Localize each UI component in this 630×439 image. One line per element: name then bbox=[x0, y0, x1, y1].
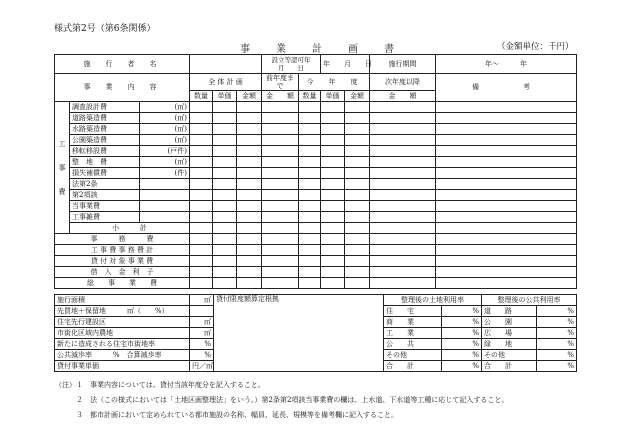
pct-unit: % bbox=[442, 328, 482, 339]
works-row-unit: (件) bbox=[140, 168, 190, 179]
notes bbox=[55, 378, 508, 423]
public-use-item: 緑 地 bbox=[482, 339, 537, 350]
reduction-rate-unit: % bbox=[190, 350, 214, 361]
overall-price-header: 単価 bbox=[213, 91, 237, 102]
pct-unit: % bbox=[442, 361, 482, 372]
remarks-header: 備 考 bbox=[436, 74, 577, 102]
land-use-total: 合 計 bbox=[384, 361, 442, 372]
public-use-item: 公 園 bbox=[482, 317, 537, 328]
approval-date-field[interactable]: 年 月 日 bbox=[321, 55, 370, 74]
next-years-header: 次年度以降 bbox=[370, 74, 436, 91]
executor-name-field[interactable] bbox=[190, 55, 262, 74]
reduction-rate-label: 公共減歩率 % 合算減歩率 bbox=[55, 350, 190, 361]
area-label: 施行面積 bbox=[55, 295, 190, 306]
works-row-unit bbox=[140, 179, 190, 190]
land-use-header: 整理後の土地利用率 bbox=[384, 295, 482, 306]
approval-date-label: 設立等認可年 月 日 bbox=[262, 55, 321, 74]
works-row-label: 水路築造費 bbox=[70, 124, 140, 135]
area-unit: ㎡ bbox=[190, 295, 214, 306]
loan-interest-label: 借 入 金 利 子 bbox=[55, 267, 190, 278]
current-qty-header: 数量 bbox=[299, 91, 321, 102]
works-row-unit: (㎡) bbox=[140, 124, 190, 135]
area-summary-table bbox=[54, 294, 577, 372]
works-row-unit bbox=[140, 190, 190, 201]
works-row-unit bbox=[140, 212, 190, 223]
page-title: 事 業 計 画 書 bbox=[240, 44, 396, 55]
works-row-label: 公園築造費 bbox=[70, 135, 140, 146]
form-number: 様式第2号（第6条関係） bbox=[54, 24, 156, 34]
works-row-unit: (㎡) bbox=[140, 113, 190, 124]
works-row-unit: (㎡) bbox=[140, 157, 190, 168]
works-row-label: 移転移設費 bbox=[70, 146, 140, 157]
works-row-unit: (戸件) bbox=[140, 146, 190, 157]
land-use-item: 工 業 bbox=[384, 328, 442, 339]
current-year-header: 今 年 度 bbox=[299, 74, 370, 91]
works-row-unit: (㎡) bbox=[140, 135, 190, 146]
works-group-label: 工事費 bbox=[55, 102, 70, 234]
works-row-unit: (㎡) bbox=[140, 102, 190, 113]
works-row-label: 調査設計費 bbox=[70, 102, 140, 113]
period-field[interactable]: 年～ 年 bbox=[436, 55, 577, 74]
new-residential-rate-unit: % bbox=[190, 339, 214, 350]
works-row-label: 損失補償費 bbox=[70, 168, 140, 179]
public-use-item: その他 bbox=[482, 350, 537, 361]
next-amount-header: 金 額 bbox=[370, 91, 436, 102]
note-3: ３ 都市計画において定められている都市施設の名称、幅員、延長、規模等を備考欄に記入すること。 bbox=[55, 411, 398, 419]
public-use-item: 道 路 bbox=[482, 306, 537, 317]
farmland-label: 市街化区域内農地 bbox=[55, 328, 190, 339]
pct-unit: % bbox=[442, 317, 482, 328]
executor-label: 施 行 者 名 bbox=[55, 55, 190, 74]
new-residential-rate-label: 新たに造成される住宅市街地率 bbox=[55, 339, 190, 350]
reserve-land-unit bbox=[190, 306, 214, 317]
land-use-item: 住 宅 bbox=[384, 306, 442, 317]
pct-unit: % bbox=[442, 306, 482, 317]
overall-amount-header: 金額 bbox=[237, 91, 262, 102]
pct-unit: % bbox=[537, 306, 577, 317]
works-row-label: 第2項該 bbox=[70, 190, 140, 201]
pct-unit: % bbox=[442, 350, 482, 361]
works-row-label: 法第2条 bbox=[70, 179, 140, 190]
loan-basis-label: 貸付限度額算定根拠 bbox=[214, 295, 384, 372]
prior-amount-header: 金 額 bbox=[262, 91, 299, 102]
business-plan-table bbox=[54, 54, 577, 289]
current-amount-header: 金額 bbox=[345, 91, 370, 102]
housing-zone-label: 住宅先行建設区 bbox=[55, 317, 190, 328]
land-use-item: 商 業 bbox=[384, 317, 442, 328]
land-use-item: その他 bbox=[384, 350, 442, 361]
note-2: ２ 法（この様式においては「土地区画整理法」をいう。）第2条第2項該当事業費の欄は、上水道、下水道等工種に応じて記入すること。 bbox=[55, 396, 509, 404]
loan-target-cost-label: 貸 付 対 象 事 業 費 bbox=[55, 256, 190, 267]
content-header: 事 業 内 容 bbox=[55, 74, 190, 102]
works-office-total-label: 工 事 費 事 務 費 計 bbox=[55, 245, 190, 256]
amount-unit-note: （金額単位：千円） bbox=[497, 42, 574, 52]
works-row-label: 当事業費 bbox=[70, 201, 140, 212]
loan-unit-price-unit: 円／㎡ bbox=[190, 361, 214, 372]
housing-zone-unit: ㎡ bbox=[190, 317, 214, 328]
works-row-label: 工事雑費 bbox=[70, 212, 140, 223]
current-price-header: 単価 bbox=[321, 91, 345, 102]
farmland-unit: ㎡ bbox=[190, 328, 214, 339]
works-row-unit bbox=[140, 201, 190, 212]
total-cost-label: 総 事 業 費 bbox=[55, 278, 190, 289]
pct-unit: % bbox=[537, 339, 577, 350]
office-cost-label: 事 務 費 bbox=[55, 234, 190, 245]
prior-years-header: 前年度まで bbox=[262, 74, 299, 91]
overall-qty-header: 数量 bbox=[190, 91, 213, 102]
loan-unit-price-label: 貸付事業単価 bbox=[55, 361, 190, 372]
pct-unit: % bbox=[537, 328, 577, 339]
reserve-land-label: 先買地＋保留地 ㎡（ %） bbox=[55, 306, 190, 317]
pct-unit: % bbox=[442, 339, 482, 350]
pct-unit: % bbox=[537, 361, 577, 372]
public-use-item: 広 場 bbox=[482, 328, 537, 339]
land-use-item: 公 共 bbox=[384, 339, 442, 350]
note-1: （注）１ 事業内容については、貸付当該年度分を記入すること。 bbox=[55, 381, 265, 389]
pct-unit: % bbox=[537, 317, 577, 328]
works-row-label: 道路築造費 bbox=[70, 113, 140, 124]
pct-unit: % bbox=[537, 350, 577, 361]
period-label: 施行期間 bbox=[370, 55, 436, 74]
works-subtotal-label: 小 計 bbox=[70, 223, 190, 234]
works-row-label: 整 地 費 bbox=[70, 157, 140, 168]
public-use-header: 整理後の公共利用率 bbox=[482, 295, 577, 306]
overall-plan-header: 全 体 計 画 bbox=[190, 74, 262, 91]
public-use-total: 合 計 bbox=[482, 361, 537, 372]
